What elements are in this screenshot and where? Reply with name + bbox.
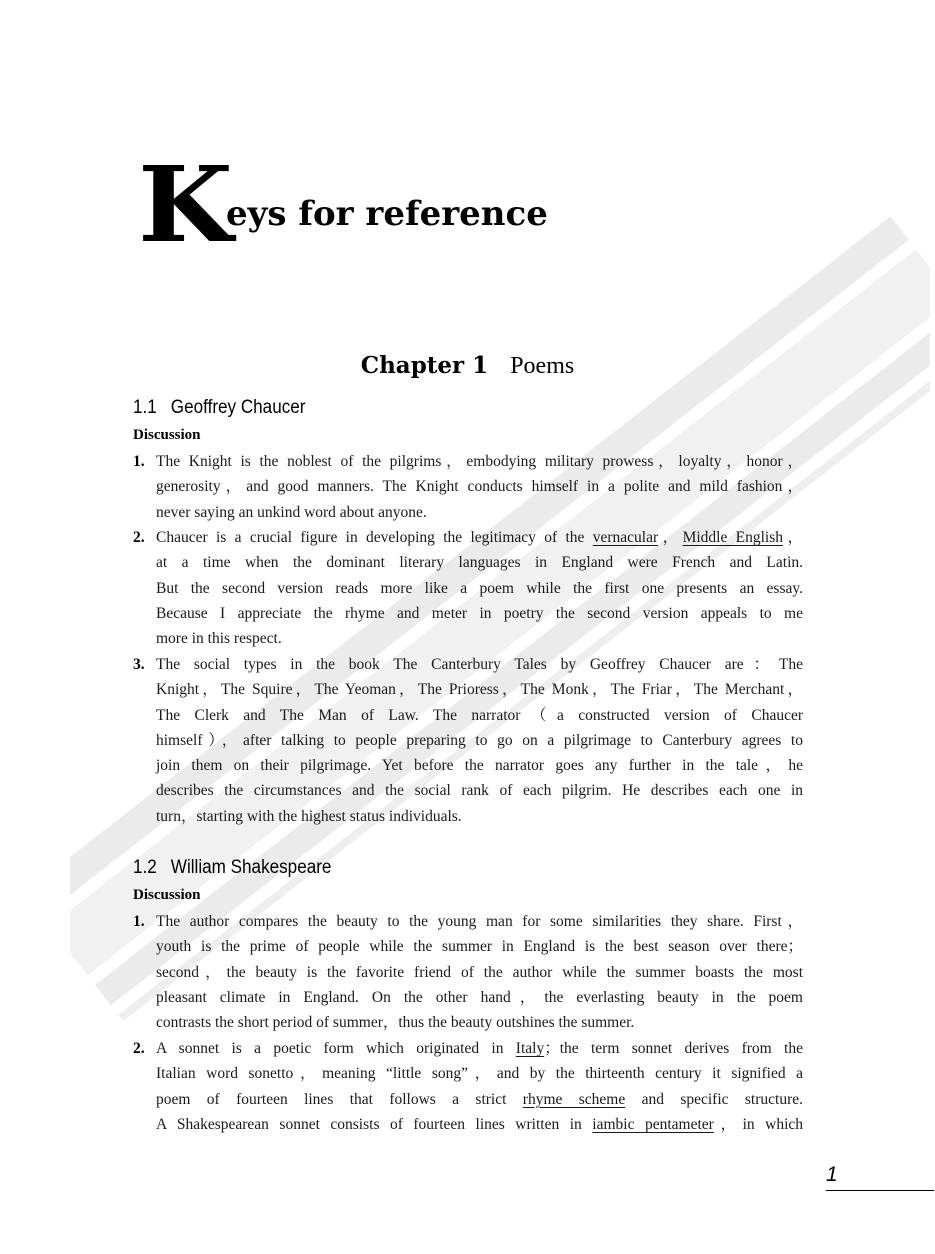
text-run: ，	[783, 529, 803, 546]
list-item	[133, 525, 803, 651]
text-line: contrasts the short period of summer，thus the beauty outshines the summer.	[156, 1014, 635, 1032]
text-line: more in this respect.	[156, 630, 282, 648]
chapter-label: Chapter 1	[360, 352, 489, 379]
link-vernacular[interactable]: vernacular	[592, 529, 659, 546]
text-line: Because I appreciate the rhyme and meter in poetry the second version appeals to me	[156, 604, 803, 622]
chapter-name: Poems	[510, 353, 575, 379]
text-line: But the second version reads more like a poem while the first one presents an essay.	[156, 579, 803, 597]
section-name: Geoffrey Chaucer	[170, 397, 306, 418]
text-run: ，in which	[713, 1115, 803, 1133]
text-line: never saying an unkind word about anyone.	[156, 503, 427, 521]
text-line: The Knight is the noblest of the pilgrims，embodying military prowess，loyalty，honor，	[156, 453, 803, 470]
section-heading-chaucer	[133, 397, 305, 419]
text-line: Knight，The Squire，The Yeoman，The Prioress，The Monk，The Friar，The Merchant，	[156, 681, 803, 699]
text-line: youth is the prime of people while the summer in England is the best season over there；	[156, 938, 803, 956]
list-item	[133, 652, 803, 829]
discussion-subhead: Discussion	[133, 427, 201, 443]
link-rhyme-scheme[interactable]: rhyme scheme	[522, 1090, 626, 1108]
text-run: poem of fourteen lines that follows a strict	[156, 1090, 523, 1108]
text-line	[156, 1112, 803, 1137]
section-number: 1.1	[133, 397, 157, 418]
chapter-heading	[0, 352, 935, 380]
item-number: 2.	[133, 1040, 145, 1057]
text-line: himself），after talking to people preparing to go on a pilgrimage to Canterbury agrees to	[156, 731, 803, 749]
text-line: generosity，and good manners. The Knight conducts himself in a polite and mild fashion，	[156, 478, 803, 496]
text-line	[156, 525, 803, 550]
text-run: ；the term sonnet derives from the	[544, 1040, 803, 1057]
section-number: 1.2	[133, 857, 157, 878]
item-number: 2.	[133, 529, 145, 546]
text-line: The Clerk and The Man of Law. The narrator（a constructed version of Chaucer	[156, 706, 803, 724]
list-item	[133, 909, 803, 1035]
title-initial: K	[138, 143, 233, 266]
text-line: turn，starting with the highest status individuals.	[156, 807, 462, 825]
title-rest: eys for reference	[226, 194, 548, 234]
section-name: William Shakespeare	[170, 857, 332, 878]
link-italy[interactable]: Italy	[515, 1040, 545, 1057]
text-line: at a time when the dominant literary languages in England were French and Latin.	[156, 554, 803, 572]
item-number: 1.	[133, 913, 145, 930]
text-line	[156, 1087, 803, 1112]
text-run: A sonnet is a poetic form which originated in	[156, 1040, 516, 1057]
text-line: pleasant climate in England. On the other hand，the everlasting beauty in the poem	[156, 988, 803, 1006]
list-item	[133, 1036, 803, 1137]
text-run: Chaucer is a crucial figure in developing the legitimacy of the	[156, 529, 593, 546]
text-line: join them on their pilgrimage. Yet before the narrator goes any further in the tale，he	[156, 757, 803, 775]
link-middle-english[interactable]: Middle English	[682, 529, 784, 546]
item-number: 3.	[133, 656, 145, 673]
text-run: ，	[658, 529, 683, 546]
text-line: Italian word sonetto，meaning “little song”，and by the thirteenth century it signified a	[156, 1065, 803, 1083]
discussion-subhead: Discussion	[133, 887, 201, 903]
list-item	[133, 449, 803, 525]
text-run: and specific structure.	[625, 1090, 803, 1108]
page-number-rule	[826, 1190, 934, 1191]
text-line: The author compares the beauty to the young man for some similarities they share. First，	[156, 913, 803, 930]
text-line: The social types in the book The Canterbury Tales by Geoffrey Chaucer are：The	[156, 656, 803, 673]
text-line: describes the circumstances and the social rank of each pilgrim. He describes each one in	[156, 782, 803, 800]
section-heading-shakespeare	[133, 857, 331, 879]
text-run: A Shakespearean sonnet consists of fourteen lines written in	[156, 1115, 593, 1133]
link-iambic-pentameter[interactable]: iambic pentameter	[592, 1115, 714, 1133]
text-line: second，the beauty is the favorite friend of the author while the summer boasts the most	[156, 963, 803, 981]
item-number: 1.	[133, 453, 145, 470]
text-line	[156, 1036, 803, 1061]
page-number: 1	[826, 1163, 838, 1186]
